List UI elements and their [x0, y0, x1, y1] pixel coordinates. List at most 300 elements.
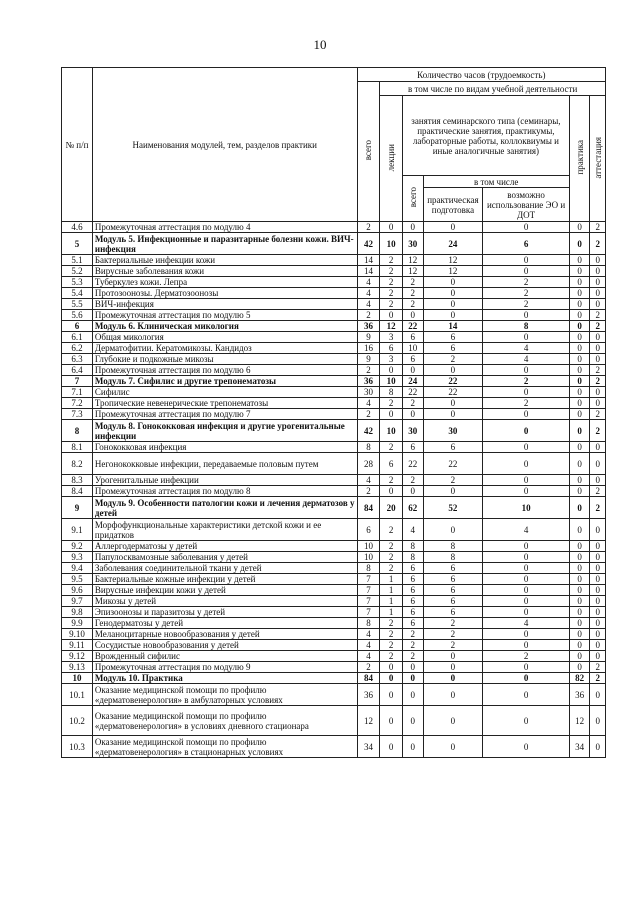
row-seminar-total: 2	[402, 629, 423, 640]
table-row	[62, 640, 606, 651]
row-eo-dot: 2	[483, 288, 570, 299]
row-lectures: 2	[380, 398, 403, 409]
page-number: 10	[313, 37, 327, 52]
row-lectures: 2	[380, 519, 403, 541]
row-lectures: 2	[380, 266, 403, 277]
row-lectures: 2	[380, 288, 403, 299]
row-eo-dot: 0	[483, 255, 570, 266]
table-row	[62, 574, 606, 585]
row-practical-training: 2	[423, 640, 483, 651]
row-eo-dot: 4	[483, 354, 570, 365]
row-attestation: 2	[590, 376, 606, 387]
row-eo-dot: 4	[483, 618, 570, 629]
row-practice: 0	[569, 420, 590, 442]
row-number: 8.4	[62, 486, 93, 497]
row-eo-dot: 0	[483, 409, 570, 420]
row-practical-training: 6	[423, 563, 483, 574]
row-attestation: 2	[590, 321, 606, 332]
row-number: 6	[62, 321, 93, 332]
table-row	[62, 233, 606, 255]
row-total: 2	[357, 409, 380, 420]
table-row	[62, 222, 606, 233]
row-total: 4	[357, 651, 380, 662]
row-lectures: 8	[380, 387, 403, 398]
row-eo-dot: 8	[483, 321, 570, 332]
curriculum-table	[61, 67, 606, 758]
row-practical-training: 12	[423, 255, 483, 266]
header-by-type: в том числе по видам учебной деятельности	[380, 82, 606, 96]
row-seminar-total: 22	[402, 453, 423, 475]
row-total: 14	[357, 255, 380, 266]
row-attestation: 0	[590, 706, 606, 736]
header-hours-title: Количество часов (трудоемкость)	[357, 68, 605, 82]
row-practice: 0	[569, 321, 590, 332]
row-practice: 36	[569, 684, 590, 706]
row-practical-training: 0	[423, 288, 483, 299]
row-eo-dot: 0	[483, 585, 570, 596]
row-lectures: 3	[380, 332, 403, 343]
row-name: Модуль 5. Инфекционные и паразитарные болезни кожи. ВИЧ-инфекция	[92, 233, 357, 255]
row-total: 42	[357, 233, 380, 255]
row-practical-training: 6	[423, 574, 483, 585]
row-seminar-total: 12	[402, 266, 423, 277]
row-seminar-total: 2	[402, 288, 423, 299]
row-practical-training: 22	[423, 387, 483, 398]
row-attestation: 0	[590, 596, 606, 607]
row-practice: 0	[569, 475, 590, 486]
table-row	[62, 266, 606, 277]
row-practical-training: 2	[423, 629, 483, 640]
row-practical-training: 6	[423, 442, 483, 453]
row-name: Бактериальные инфекции кожи	[92, 255, 357, 266]
row-seminar-total: 0	[402, 662, 423, 673]
row-practical-training: 0	[423, 486, 483, 497]
row-practice: 12	[569, 706, 590, 736]
row-practical-training: 0	[423, 365, 483, 376]
row-name: Морфофункциональные характеристики детской кожи и ее придатков	[92, 519, 357, 541]
row-practice: 0	[569, 310, 590, 321]
row-lectures: 2	[380, 563, 403, 574]
row-practice: 0	[569, 596, 590, 607]
row-seminar-total: 6	[402, 607, 423, 618]
row-practical-training: 2	[423, 475, 483, 486]
header-seminar-total: всего	[402, 176, 423, 222]
row-number: 10	[62, 673, 93, 684]
row-practice: 0	[569, 255, 590, 266]
row-name: Модуль 8. Гонококковая инфекция и другие урогенитальные инфекции	[92, 420, 357, 442]
row-number: 6.2	[62, 343, 93, 354]
row-number: 6.3	[62, 354, 93, 365]
row-practice: 0	[569, 332, 590, 343]
row-total: 9	[357, 332, 380, 343]
row-practice: 0	[569, 585, 590, 596]
row-lectures: 3	[380, 354, 403, 365]
header-total: всего	[357, 82, 380, 222]
row-attestation: 2	[590, 662, 606, 673]
row-eo-dot: 2	[483, 299, 570, 310]
row-attestation: 0	[590, 585, 606, 596]
row-total: 84	[357, 673, 380, 684]
row-lectures: 0	[380, 662, 403, 673]
row-lectures: 2	[380, 618, 403, 629]
row-number: 8.3	[62, 475, 93, 486]
row-practical-training: 0	[423, 409, 483, 420]
row-lectures: 0	[380, 673, 403, 684]
row-number: 9.8	[62, 607, 93, 618]
row-number: 7.3	[62, 409, 93, 420]
row-eo-dot: 0	[483, 736, 570, 758]
row-attestation: 0	[590, 541, 606, 552]
row-total: 7	[357, 607, 380, 618]
row-practical-training: 12	[423, 266, 483, 277]
row-name: Промежуточная аттестация по модулю 6	[92, 365, 357, 376]
table-row	[62, 706, 606, 736]
row-lectures: 2	[380, 552, 403, 563]
row-attestation: 0	[590, 629, 606, 640]
row-attestation: 0	[590, 574, 606, 585]
row-total: 84	[357, 497, 380, 519]
row-attestation: 0	[590, 563, 606, 574]
table-row	[62, 629, 606, 640]
row-eo-dot: 0	[483, 541, 570, 552]
row-name: Тропические невенерические трепонематозы	[92, 398, 357, 409]
row-practical-training: 0	[423, 310, 483, 321]
row-name: Бактериальные кожные инфекции у детей	[92, 574, 357, 585]
table-row	[62, 662, 606, 673]
row-eo-dot: 0	[483, 629, 570, 640]
row-attestation: 2	[590, 420, 606, 442]
row-name: Модуль 10. Практика	[92, 673, 357, 684]
row-name: Папулосквамозные заболевания у детей	[92, 552, 357, 563]
header-incl: в том числе	[423, 176, 569, 188]
table-row	[62, 376, 606, 387]
row-lectures: 0	[380, 486, 403, 497]
row-seminar-total: 0	[402, 222, 423, 233]
table-row	[62, 255, 606, 266]
row-total: 2	[357, 365, 380, 376]
table-row	[62, 387, 606, 398]
row-seminar-total: 0	[402, 684, 423, 706]
row-seminar-total: 6	[402, 442, 423, 453]
row-seminar-total: 6	[402, 574, 423, 585]
row-attestation: 2	[590, 310, 606, 321]
table-row	[62, 332, 606, 343]
row-number: 6.1	[62, 332, 93, 343]
row-eo-dot: 0	[483, 486, 570, 497]
row-name: Промежуточная аттестация по модулю 7	[92, 409, 357, 420]
table-row	[62, 541, 606, 552]
row-number: 9.6	[62, 585, 93, 596]
row-attestation: 0	[590, 552, 606, 563]
row-number: 9.13	[62, 662, 93, 673]
row-total: 16	[357, 343, 380, 354]
row-total: 36	[357, 376, 380, 387]
row-attestation: 2	[590, 222, 606, 233]
row-lectures: 0	[380, 684, 403, 706]
row-total: 7	[357, 596, 380, 607]
row-practical-training: 22	[423, 453, 483, 475]
row-name: Оказание медицинской помощи по профилю «дерматовенерология» в стационарных условиях	[92, 736, 357, 758]
row-number: 9.10	[62, 629, 93, 640]
table-row	[62, 475, 606, 486]
table-row	[62, 398, 606, 409]
row-name: Микозы у детей	[92, 596, 357, 607]
row-practical-training: 8	[423, 552, 483, 563]
row-name: Модуль 6. Клиническая микология	[92, 321, 357, 332]
row-practice: 0	[569, 277, 590, 288]
row-attestation: 0	[590, 684, 606, 706]
row-attestation: 0	[590, 277, 606, 288]
table-row	[62, 299, 606, 310]
row-practice: 0	[569, 442, 590, 453]
table-row	[62, 651, 606, 662]
row-number: 9.12	[62, 651, 93, 662]
row-practical-training: 2	[423, 354, 483, 365]
row-practice: 0	[569, 574, 590, 585]
row-attestation: 0	[590, 607, 606, 618]
row-lectures: 0	[380, 365, 403, 376]
row-lectures: 2	[380, 442, 403, 453]
row-eo-dot: 0	[483, 332, 570, 343]
row-practice: 0	[569, 640, 590, 651]
row-practical-training: 0	[423, 662, 483, 673]
row-practical-training: 0	[423, 736, 483, 758]
table-row	[62, 365, 606, 376]
row-attestation: 2	[590, 497, 606, 519]
row-practical-training: 0	[423, 222, 483, 233]
row-total: 9	[357, 354, 380, 365]
row-practice: 0	[569, 365, 590, 376]
table-row	[62, 288, 606, 299]
header-num: № п/п	[62, 68, 93, 222]
row-practical-training: 2	[423, 618, 483, 629]
table-row	[62, 409, 606, 420]
row-total: 4	[357, 288, 380, 299]
row-eo-dot: 0	[483, 420, 570, 442]
row-eo-dot: 0	[483, 574, 570, 585]
row-eo-dot: 2	[483, 398, 570, 409]
row-seminar-total: 8	[402, 541, 423, 552]
row-number: 5.2	[62, 266, 93, 277]
row-seminar-total: 2	[402, 475, 423, 486]
row-practical-training: 6	[423, 596, 483, 607]
row-eo-dot: 0	[483, 387, 570, 398]
row-seminar-total: 6	[402, 332, 423, 343]
row-name: Промежуточная аттестация по модулю 5	[92, 310, 357, 321]
row-eo-dot: 0	[483, 607, 570, 618]
row-seminar-total: 2	[402, 651, 423, 662]
header-eo-dot: возможно использование ЭО и ДОТ	[483, 188, 570, 222]
row-total: 6	[357, 519, 380, 541]
row-number: 10.2	[62, 706, 93, 736]
row-name: Протозоонозы. Дерматозоонозы	[92, 288, 357, 299]
row-total: 8	[357, 563, 380, 574]
row-seminar-total: 0	[402, 310, 423, 321]
row-attestation: 0	[590, 736, 606, 758]
row-number: 9.7	[62, 596, 93, 607]
row-practice: 0	[569, 497, 590, 519]
row-name: Врожденный сифилис	[92, 651, 357, 662]
row-total: 10	[357, 552, 380, 563]
row-seminar-total: 6	[402, 596, 423, 607]
row-total: 28	[357, 453, 380, 475]
row-practical-training: 0	[423, 299, 483, 310]
row-lectures: 6	[380, 453, 403, 475]
row-seminar-total: 6	[402, 618, 423, 629]
row-total: 8	[357, 618, 380, 629]
row-name: Урогенитальные инфекции	[92, 475, 357, 486]
row-seminar-total: 0	[402, 736, 423, 758]
row-attestation: 2	[590, 673, 606, 684]
row-total: 8	[357, 442, 380, 453]
row-eo-dot: 10	[483, 497, 570, 519]
row-eo-dot: 0	[483, 475, 570, 486]
row-attestation: 0	[590, 640, 606, 651]
row-practice: 0	[569, 629, 590, 640]
row-total: 4	[357, 629, 380, 640]
row-name: Вирусные инфекции кожи у детей	[92, 585, 357, 596]
row-practice: 0	[569, 453, 590, 475]
row-seminar-total: 6	[402, 563, 423, 574]
row-attestation: 0	[590, 299, 606, 310]
row-total: 36	[357, 684, 380, 706]
row-number: 9.4	[62, 563, 93, 574]
row-practical-training: 6	[423, 343, 483, 354]
row-number: 5.1	[62, 255, 93, 266]
row-name: Модуль 7. Сифилис и другие трепонематозы	[92, 376, 357, 387]
row-eo-dot: 2	[483, 376, 570, 387]
row-number: 5.3	[62, 277, 93, 288]
table-row	[62, 310, 606, 321]
row-name: Оказание медицинской помощи по профилю «дерматовенерология» в условиях дневного стационара	[92, 706, 357, 736]
table-row	[62, 552, 606, 563]
row-number: 9.2	[62, 541, 93, 552]
row-number: 7	[62, 376, 93, 387]
row-practical-training: 52	[423, 497, 483, 519]
row-seminar-total: 22	[402, 387, 423, 398]
row-eo-dot: 0	[483, 442, 570, 453]
row-number: 9.3	[62, 552, 93, 563]
row-seminar-total: 6	[402, 354, 423, 365]
table-row	[62, 343, 606, 354]
row-name: Гонококковая инфекция	[92, 442, 357, 453]
table-row	[62, 497, 606, 519]
row-total: 14	[357, 266, 380, 277]
row-eo-dot: 0	[483, 684, 570, 706]
table-row	[62, 736, 606, 758]
table-row	[62, 321, 606, 332]
header-attestation: аттестация	[590, 96, 606, 222]
row-total: 36	[357, 321, 380, 332]
row-attestation: 0	[590, 453, 606, 475]
row-practice: 0	[569, 398, 590, 409]
row-seminar-total: 6	[402, 585, 423, 596]
row-lectures: 20	[380, 497, 403, 519]
row-attestation: 0	[590, 398, 606, 409]
row-name: Общая микология	[92, 332, 357, 343]
row-attestation: 2	[590, 409, 606, 420]
row-number: 8.1	[62, 442, 93, 453]
row-lectures: 0	[380, 222, 403, 233]
row-seminar-total: 10	[402, 343, 423, 354]
row-number: 9.9	[62, 618, 93, 629]
row-seminar-total: 30	[402, 420, 423, 442]
row-lectures: 1	[380, 596, 403, 607]
row-name: Меланоцитарные новообразования у детей	[92, 629, 357, 640]
row-lectures: 1	[380, 585, 403, 596]
row-lectures: 2	[380, 541, 403, 552]
row-lectures: 0	[380, 409, 403, 420]
row-practice: 0	[569, 266, 590, 277]
row-number: 5	[62, 233, 93, 255]
row-eo-dot: 0	[483, 596, 570, 607]
row-attestation: 0	[590, 343, 606, 354]
row-practical-training: 0	[423, 519, 483, 541]
row-eo-dot: 4	[483, 519, 570, 541]
row-attestation: 0	[590, 651, 606, 662]
row-number: 6.4	[62, 365, 93, 376]
row-number: 5.4	[62, 288, 93, 299]
row-name: Сифилис	[92, 387, 357, 398]
row-name: Эпизоонозы и паразитозы у детей	[92, 607, 357, 618]
row-attestation: 0	[590, 475, 606, 486]
row-number: 9.1	[62, 519, 93, 541]
row-attestation: 0	[590, 332, 606, 343]
row-practice: 0	[569, 343, 590, 354]
row-eo-dot: 2	[483, 277, 570, 288]
row-eo-dot: 6	[483, 233, 570, 255]
row-practical-training: 30	[423, 420, 483, 442]
row-attestation: 0	[590, 255, 606, 266]
table-row	[62, 453, 606, 475]
row-practice: 0	[569, 651, 590, 662]
row-total: 4	[357, 277, 380, 288]
row-number: 5.5	[62, 299, 93, 310]
row-total: 2	[357, 486, 380, 497]
table-row	[62, 442, 606, 453]
row-practical-training: 0	[423, 277, 483, 288]
row-eo-dot: 0	[483, 365, 570, 376]
row-eo-dot: 0	[483, 310, 570, 321]
row-total: 7	[357, 574, 380, 585]
row-eo-dot: 0	[483, 222, 570, 233]
row-number: 7.2	[62, 398, 93, 409]
row-eo-dot: 0	[483, 552, 570, 563]
row-seminar-total: 0	[402, 409, 423, 420]
row-number: 10.1	[62, 684, 93, 706]
row-seminar-total: 0	[402, 365, 423, 376]
row-practical-training: 6	[423, 332, 483, 343]
row-eo-dot: 0	[483, 266, 570, 277]
row-practical-training: 0	[423, 651, 483, 662]
row-name: Промежуточная аттестация по модулю 4	[92, 222, 357, 233]
row-eo-dot: 0	[483, 673, 570, 684]
row-name: Вирусные заболевания кожи	[92, 266, 357, 277]
row-total: 12	[357, 706, 380, 736]
row-lectures: 2	[380, 475, 403, 486]
row-lectures: 0	[380, 706, 403, 736]
row-practice: 0	[569, 409, 590, 420]
row-name: Заболевания соединительной ткани у детей	[92, 563, 357, 574]
row-seminar-total: 12	[402, 255, 423, 266]
table-row	[62, 585, 606, 596]
header-practical-training: практическая подготовка	[423, 188, 483, 222]
row-practical-training: 6	[423, 607, 483, 618]
row-practical-training: 14	[423, 321, 483, 332]
row-attestation: 0	[590, 387, 606, 398]
row-total: 7	[357, 585, 380, 596]
table-row	[62, 354, 606, 365]
